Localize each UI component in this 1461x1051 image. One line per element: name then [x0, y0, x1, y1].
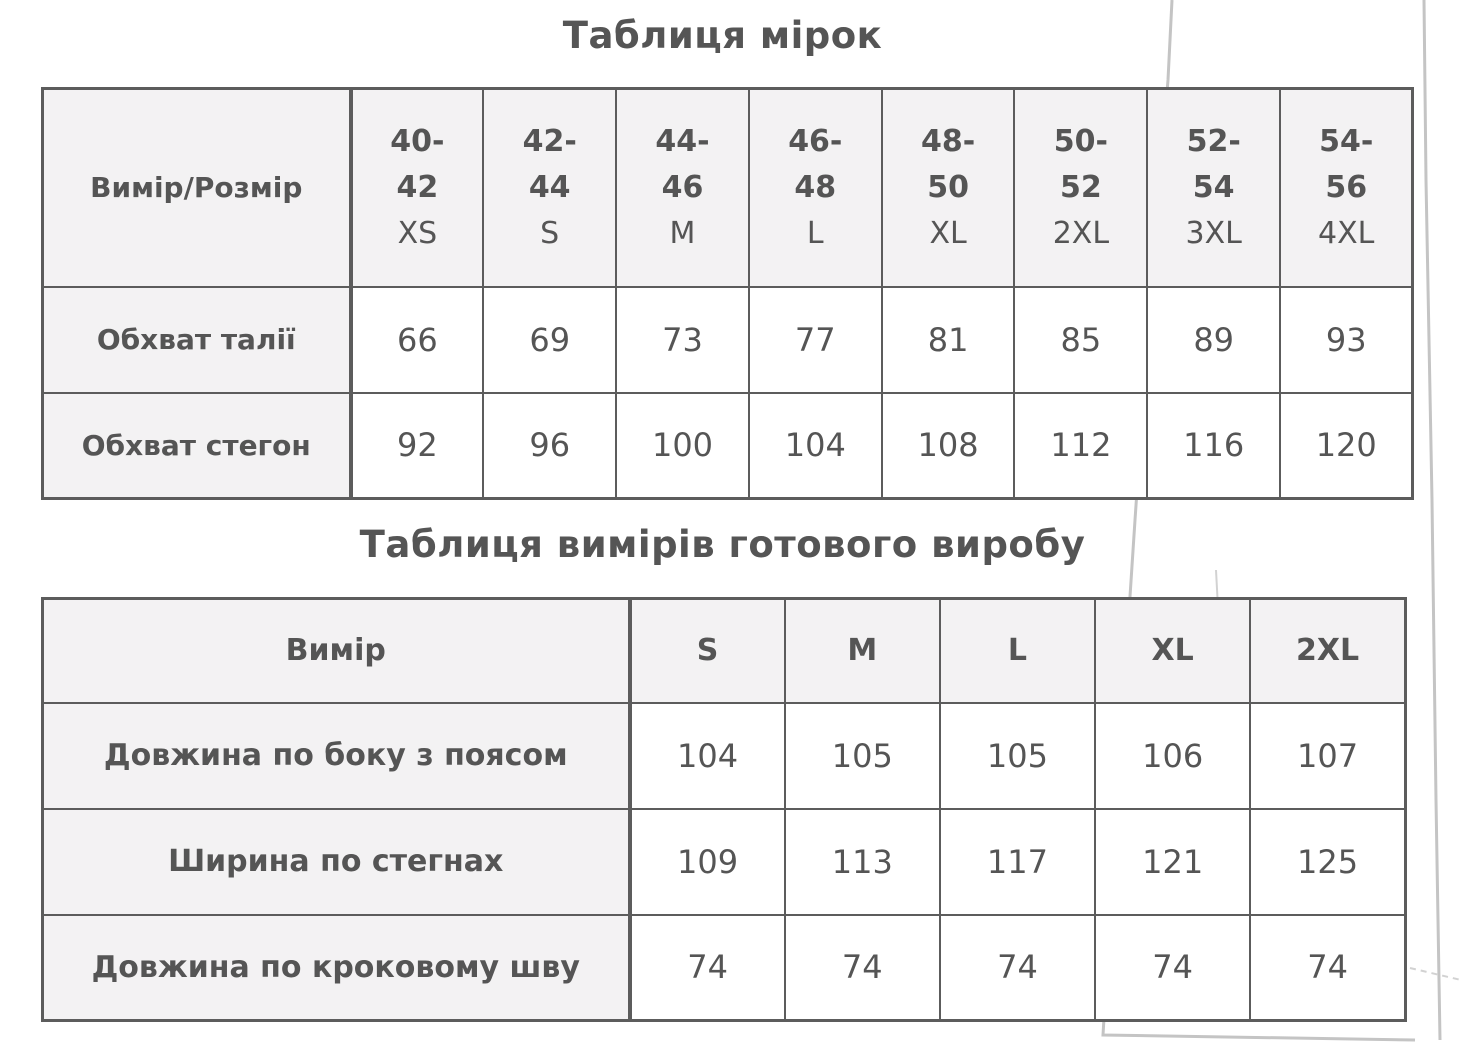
size-range: 44- 46 [655, 123, 710, 205]
table-row [43, 393, 1413, 499]
table-row [43, 287, 1413, 393]
size-header-cell [616, 89, 749, 287]
value-cell: 109 [630, 809, 785, 915]
garment-chart-title: Таблиця вимірів готового виробу [359, 523, 1086, 566]
size-chart-table [41, 87, 1414, 500]
value-cell: 125 [1250, 809, 1405, 915]
table-row [43, 915, 1406, 1021]
value-cell: 112 [1014, 393, 1147, 499]
size-header-cell [749, 89, 882, 287]
size-header-cell: XL [1095, 599, 1250, 703]
value-cell: 105 [785, 703, 940, 809]
size-range: 50- 52 [1053, 123, 1108, 205]
size-letter: 2XL [1052, 215, 1110, 251]
header-label-cell: Вимір [43, 599, 630, 703]
size-letter: M [669, 215, 696, 251]
size-range: 54- 56 [1319, 123, 1374, 205]
size-header-cell [351, 89, 484, 287]
garment-chart-table [41, 597, 1407, 1022]
table-row [43, 703, 1406, 809]
value-cell: 96 [483, 393, 616, 499]
row-label: Обхват стегон [43, 393, 351, 499]
value-cell: 105 [940, 703, 1095, 809]
size-header-cell [1147, 89, 1280, 287]
size-letter: XS [397, 215, 438, 251]
value-cell: 100 [616, 393, 749, 499]
size-letter: L [806, 215, 824, 251]
value-cell: 113 [785, 809, 940, 915]
size-range: 48- 50 [920, 123, 976, 205]
value-cell: 74 [630, 915, 785, 1021]
value-cell: 108 [882, 393, 1015, 499]
value-cell: 121 [1095, 809, 1250, 915]
size-header-cell [1280, 89, 1413, 287]
value-cell: 117 [940, 809, 1095, 915]
size-header-cell: L [940, 599, 1095, 703]
size-header-cell: S [630, 599, 785, 703]
value-cell: 74 [940, 915, 1095, 1021]
table-row [43, 809, 1406, 915]
value-cell: 85 [1014, 287, 1147, 393]
size-letter: 3XL [1185, 215, 1242, 251]
size-header-cell: 2XL [1250, 599, 1405, 703]
value-cell: 116 [1147, 393, 1280, 499]
value-cell: 66 [351, 287, 484, 393]
size-header-cell [483, 89, 616, 287]
size-range: 52- 54 [1186, 123, 1241, 205]
value-cell: 120 [1280, 393, 1413, 499]
size-letter: 4XL [1318, 215, 1375, 251]
size-range: 46- 48 [788, 123, 843, 205]
garment-chart-header-row [43, 599, 1406, 703]
value-cell: 81 [882, 287, 1015, 393]
row-label: Обхват талії [43, 287, 351, 393]
value-cell: 73 [616, 287, 749, 393]
size-letter: S [540, 215, 560, 251]
row-label: Ширина по стегнах [43, 809, 630, 915]
size-letter: XL [929, 215, 967, 251]
value-cell: 69 [483, 287, 616, 393]
size-range: 40- 42 [390, 123, 445, 205]
value-cell: 92 [351, 393, 484, 499]
value-cell: 107 [1250, 703, 1405, 809]
value-cell: 74 [785, 915, 940, 1021]
size-chart-header-row [43, 89, 1413, 287]
value-cell: 104 [749, 393, 882, 499]
value-cell: 106 [1095, 703, 1250, 809]
value-cell: 74 [1250, 915, 1405, 1021]
size-chart-title: Таблиця мірок [562, 14, 883, 57]
value-cell: 104 [630, 703, 785, 809]
value-cell: 74 [1095, 915, 1250, 1021]
size-header-cell [1014, 89, 1147, 287]
row-label: Довжина по кроковому шву [43, 915, 630, 1021]
size-header-cell: M [785, 599, 940, 703]
value-cell: 89 [1147, 287, 1280, 393]
value-cell: 93 [1280, 287, 1413, 393]
header-label-cell: Вимір/Розмір [43, 89, 351, 287]
size-range: 42- 44 [522, 123, 577, 205]
row-label: Довжина по боку з поясом [43, 703, 630, 809]
size-header-cell [882, 89, 1015, 287]
value-cell: 77 [749, 287, 882, 393]
